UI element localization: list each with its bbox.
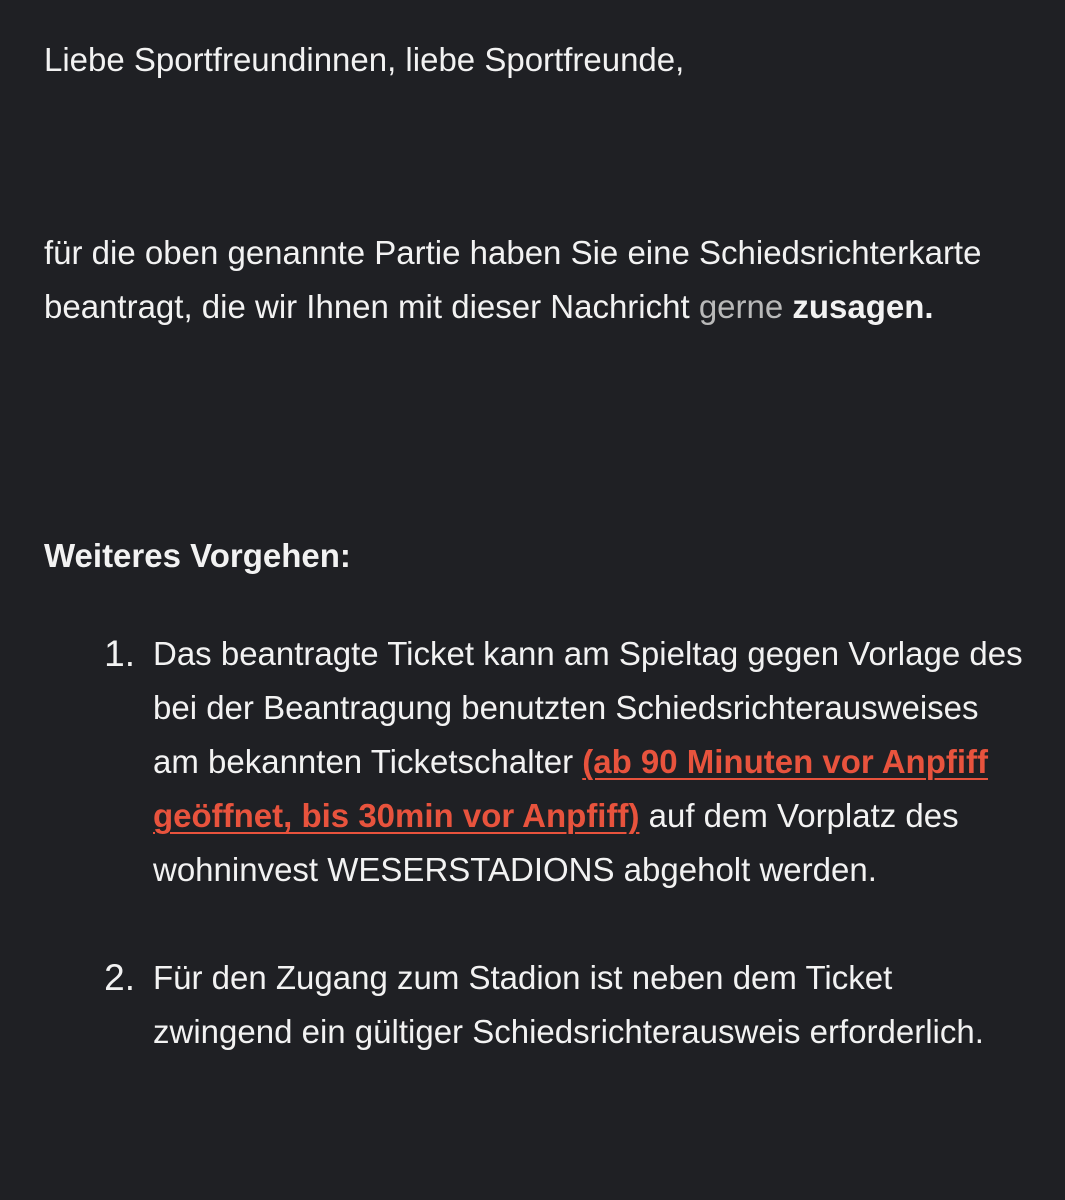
intro-paragraph [44, 226, 1025, 334]
list-item-text: Für den Zugang zum Stadion ist neben dem Ticket zwingend ein gültiger Schiedsrichterausweis erforderlich. [153, 959, 984, 1050]
intro-bold-word: zusagen. [792, 288, 934, 325]
list-number: 2. [104, 957, 135, 998]
intro-text: für die oben genannte Partie haben Sie eine Schiedsrichterkarte beantragt, die wir Ihnen mit dieser Nachricht [44, 234, 982, 325]
section-heading: Weiteres Vorgehen: [44, 537, 351, 574]
step-text-before: Das beantragte Ticket kann am Spieltag gegen Vorlage des bei der Beantragung benutzten Schiedsrichterausweises am bekannten Ticketschalter [153, 635, 1023, 780]
list-item-text [153, 627, 1033, 897]
opening-hours-highlight: (ab 90 Minuten vor Anpfiff geöffnet, bis 30min vor Anpfiff) [153, 743, 988, 834]
greeting-line: Liebe Sportfreundinnen, liebe Sportfreunde, [44, 41, 685, 78]
list-number: 1. [104, 633, 135, 674]
intro-muted-word: gerne [698, 288, 784, 325]
step-text-after: auf dem Vorplatz des wohninvest WESERSTADIONS abgeholt werden. [153, 797, 959, 888]
intro-space [783, 288, 792, 325]
